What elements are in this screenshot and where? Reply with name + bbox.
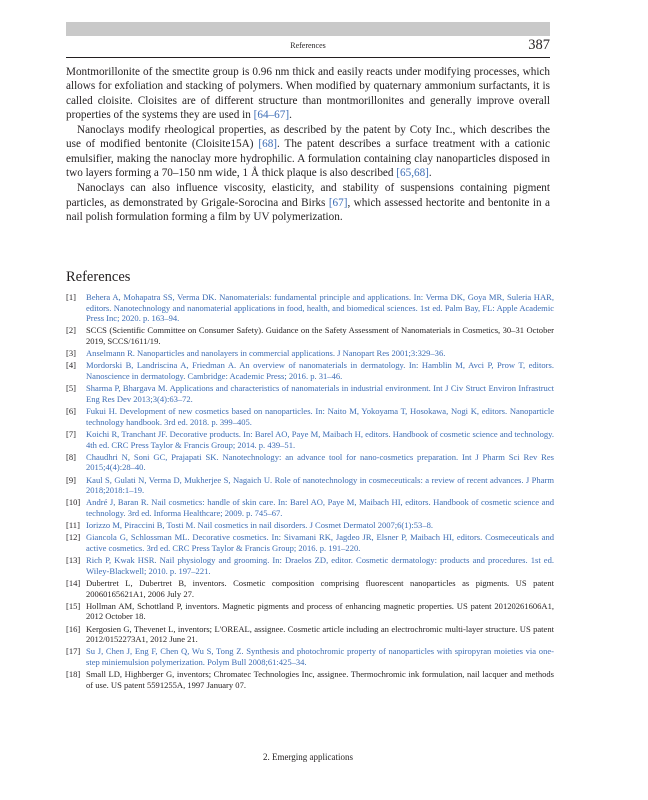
reference-text: Hollman AM, Schottland P, inventors. Magnetic pigments and process of enhancing magnetic properties. US patent 20120261606A1, 2012 October 18. <box>86 600 554 622</box>
citation-link[interactable]: [68] <box>258 138 278 151</box>
paragraph-text: Montmorillonite of the smectite group is 0.96 nm thick and easily reacts under modifying processes, which allows for exfoliation and stacking of polymers. When modified by quaternary ammonium surfactants, it is called cloisite. Cloisites are of different structure than montmorillonites and generally improve overall properties of the systems they are used in <box>66 66 550 121</box>
reference-link[interactable]: Fukui H. Development of new cosmetics based on nanoparticles. In: Naito M, Yokoyama T, Hosokawa, Nogi K, editors. Nanoparticle technology handbook. 3rd ed. 2018. p. 399–405. <box>86 406 554 427</box>
header-bar <box>66 22 550 36</box>
citation-link[interactable]: [67] <box>328 196 348 209</box>
reference-item <box>66 555 554 576</box>
reference-item <box>66 669 554 690</box>
reference-link[interactable]: Kaul S, Gulati N, Verma D, Mukherjee S, Nagaich U. Role of nanotechnology in cosmeceuticals: a review of recent advances. J Pharm 2018;2018:1–19. <box>86 474 554 496</box>
paragraph-text: Nanoclays modify rheological properties, as described by the patent by Coty Inc., which describes the use of modified bentonite (Cloisite15A) <box>66 124 550 151</box>
reference-number: [3] <box>66 348 76 359</box>
header-rule <box>66 57 550 58</box>
reference-item <box>66 325 554 346</box>
reference-link[interactable]: Sharma P, Bhargava M. Applications and characteristics of nanomaterials in industrial environment. Int J Civ Struct Environ Infrastruct Eng Res Dev 2013;3(4):63–72. <box>86 383 554 404</box>
reference-number: [17] <box>66 646 81 657</box>
citation-link[interactable]: [64–67] <box>253 108 290 121</box>
page-number: 387 <box>528 37 550 53</box>
paragraph-text: . <box>289 108 292 121</box>
reference-number: [13] <box>66 555 81 566</box>
running-head: References <box>290 41 326 50</box>
reference-number: [14] <box>66 577 81 588</box>
reference-item <box>66 360 554 381</box>
reference-item <box>66 452 554 473</box>
paragraph-1 <box>66 65 550 122</box>
page-footer: 2. Emerging applications <box>262 752 354 762</box>
reference-item <box>66 578 554 599</box>
reference-item <box>66 601 554 622</box>
body-text <box>66 65 550 225</box>
reference-number: [15] <box>66 600 81 611</box>
reference-link[interactable]: Giancola G, Schlossman ML. Decorative cosmetics. In: Sivamani RK, Jagdeo JR, Elsner P, Maibach HI, editors. Cosmeceuticals and active cosmetics. 3rd ed. CRC Press Taylor & Francis Group; 2016. p. 191–220. <box>86 532 554 553</box>
reference-item <box>66 406 554 427</box>
reference-link[interactable]: Koichi R, Tranchant JF. Decorative products. In: Barel AO, Paye M, Maibach H, editors. Handbook of cosmetic science and technology. 4th ed. CRC Press Taylor & Francis Group; 2014. p. 439–51. <box>86 428 554 450</box>
paragraph-2 <box>66 123 550 180</box>
reference-link[interactable]: Iorizzo M, Piraccini B, Tosti M. Nail cosmetics in nail disorders. J Cosmet Dermatol 2007;6(1):53–8. <box>86 520 434 531</box>
paragraph-text: . The patent describes a surface treatment with a cationic emulsifier, making the nanoclay more hydrophilic. A formulation containing clay nanoparticles disposed in two layers forming a 70–150 nm wide, 1 Å thick plaque is also described <box>66 138 550 180</box>
reference-number: [18] <box>66 669 81 680</box>
reference-text: Kergosien G, Thevenet L, inventors; L'OREAL, assignee. Cosmetic article including an electrochromic multi-layer structure. US patent 2012/0152273A1, 2012 June 21. <box>86 623 554 645</box>
reference-number: [1] <box>66 292 76 302</box>
reference-item <box>66 383 554 404</box>
reference-text: Dubertret L, Dubertret B, inventors. Cosmetic composition comprising fluorescent nanoparticles as pigments. US patent 20060165621A1, 2006 July 27. <box>86 577 554 599</box>
reference-link[interactable]: Rich P, Kwak HSR. Nail physiology and grooming. In: Draelos ZD, editor. Cosmetic dermatology: products and procedures. 1st ed. Wiley-Blackwell; 2010. p. 197–221. <box>86 555 554 576</box>
reference-link[interactable]: André J, Baran R. Nail cosmetics: handle of skin care. In: Barel AO, Paye M, Maibach HI, editors. Handbook of cosmetic science and technology. 3rd ed. Informa Healthcare; 2009. p. 745–67. <box>86 497 554 518</box>
reference-link[interactable]: Anselmann R. Nanoparticles and nanolayers in commercial applications. J Nanopart Res 2001;3:329–36. <box>86 348 446 359</box>
reference-item <box>66 497 554 518</box>
reference-link[interactable]: Chaudhri N, Soni GC, Prajapati SK. Nanotechnology: an advance tool for nano-cosmetics preparation. Int J Pharm Sci Rev Res 2015;4(4):28–40. <box>86 451 554 473</box>
reference-text: Small LD, Highberger G, inventors; Chromatec Technologies Inc, assignee. Thermochromic ink formulation, nail lacquer and methods of use. US patent 5591255A, 1997 January 07. <box>86 669 554 690</box>
reference-link[interactable]: Behera A, Mohapatra SS, Verma DK. Nanomaterials: fundamental principle and applications. In: Verma DK, Goya MR, Suleria HAR, editors. Nanotechnology and nanomaterial applications in food, health, and biomedical sciences. 1st ed. Palm Bay, FL: Apple Academic Press Inc; 2020. p. 163–94. <box>86 292 554 324</box>
reference-item <box>66 348 554 359</box>
reference-number: [8] <box>66 451 76 462</box>
reference-number: [11] <box>66 520 80 531</box>
reference-item <box>66 475 554 496</box>
reference-number: [6] <box>66 406 76 417</box>
references-heading: References <box>66 269 131 285</box>
citation-link[interactable]: [65,68] <box>396 167 429 180</box>
reference-item <box>66 532 554 553</box>
paragraph-3 <box>66 181 550 224</box>
reference-number: [10] <box>66 497 81 508</box>
reference-item <box>66 292 554 324</box>
reference-number: [12] <box>66 532 81 543</box>
reference-number: [9] <box>66 474 76 485</box>
reference-link[interactable]: Su J, Chen J, Eng F, Chen Q, Wu S, Tong Z. Synthesis and photochromic property of nanoparticles with spiropyran moieties via one-step miniemulsion polymerization. Polym Bull 2008;61:425–34. <box>86 646 554 667</box>
reference-number: [5] <box>66 383 76 394</box>
reference-text: SCCS (Scientific Committee on Consumer Safety). Guidance on the Safety Assessment of Nanomaterials in Cosmetics, 30–31 October 2019, SCCS/1611/19. <box>86 325 554 347</box>
reference-item <box>66 646 554 667</box>
reference-list <box>66 292 554 692</box>
paragraph-text: Nanoclays can also influence viscosity, elasticity, and stability of suspensions containing pigment particles, as demonstrated by Grigale-Sorocina and Birks <box>66 182 550 209</box>
reference-item <box>66 624 554 645</box>
reference-number: [16] <box>66 623 81 634</box>
paragraph-text: , which assessed hectorite and bentonite in a nail polish formulation forming a film by UV polymerization. <box>66 196 550 223</box>
reference-number: [7] <box>66 428 76 439</box>
reference-number: [2] <box>66 325 76 336</box>
reference-item <box>66 429 554 450</box>
paragraph-text: . <box>428 167 432 180</box>
reference-link[interactable]: Mordorski B, Landriscina A, Friedman A. An overview of nanomaterials in dermatology. In: Hamblin M, Avci P, Prow T, editors. Nanoscience in dermatology. Cambridge: Academic Press; 2016. p. 31–46. <box>86 360 554 382</box>
reference-item <box>66 520 554 531</box>
reference-number: [4] <box>66 360 76 371</box>
